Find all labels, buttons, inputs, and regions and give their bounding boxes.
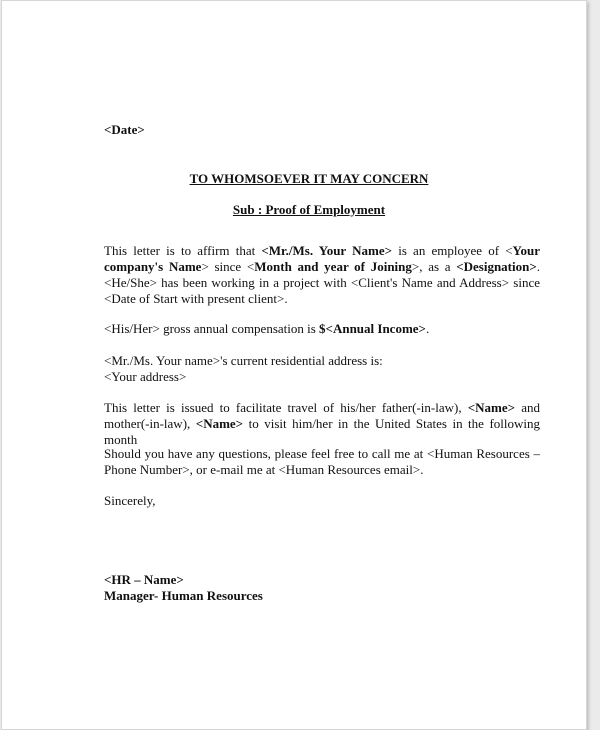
joining-date: Month and year of Joining	[254, 259, 412, 274]
mother-name: <Name>	[195, 416, 244, 431]
date-text: <Date>	[104, 122, 145, 137]
p1-text-4: >, as a	[411, 259, 457, 274]
p4-text-3: to visit him/her in the United States in the following month	[104, 416, 540, 447]
paragraph-travel	[104, 400, 540, 448]
annual-income: $<Annual Income>	[319, 321, 426, 336]
signature-name: <HR – Name>	[104, 572, 184, 587]
signature-title: Manager- Human Resources	[104, 588, 263, 603]
company-name: Your company's Name	[104, 243, 540, 274]
paragraph-employment	[104, 243, 540, 307]
address-intro: <Mr./Ms. Your name>'s current residential address is:	[104, 353, 383, 368]
p2-text-2: .	[425, 321, 430, 336]
paragraph-address	[104, 353, 540, 385]
designation: <Designation>	[456, 259, 537, 274]
letter-subject: Sub : Proof of Employment	[232, 202, 386, 217]
p4-text-1: This letter is issued to facilitate travel of his/her father(-in-law),	[104, 400, 468, 415]
p1-text-1: This letter is to affirm that	[104, 243, 262, 258]
p2-text-1: <His/Her> gross annual compensation is	[104, 321, 320, 336]
p1-text-3: > since <	[201, 259, 255, 274]
p1-text-2: is an employee of <	[392, 243, 513, 258]
date-placeholder	[104, 122, 540, 138]
paragraph-contact: Should you have any questions, please feel free to call me at <Human Resources – Phone Number>, or e-mail me at <Human Resources email>.	[104, 446, 540, 477]
father-name: <Name>	[467, 400, 516, 415]
paragraph-compensation	[104, 321, 540, 337]
employee-name: <Mr./Ms. Your Name>	[261, 243, 393, 258]
p1-text-5: . <He/She> has been working in a project with <Client's Name and Address> since <Date of Start with present client>.	[104, 259, 541, 306]
signature-block	[104, 572, 540, 604]
address-placeholder: <Your address>	[104, 369, 187, 384]
letter-page	[1, 0, 587, 730]
p4-text-2: and mother(-in-law),	[104, 400, 540, 431]
letter-heading: TO WHOMSOEVER IT MAY CONCERN	[189, 171, 429, 186]
closing-text: Sincerely,	[104, 493, 156, 508]
